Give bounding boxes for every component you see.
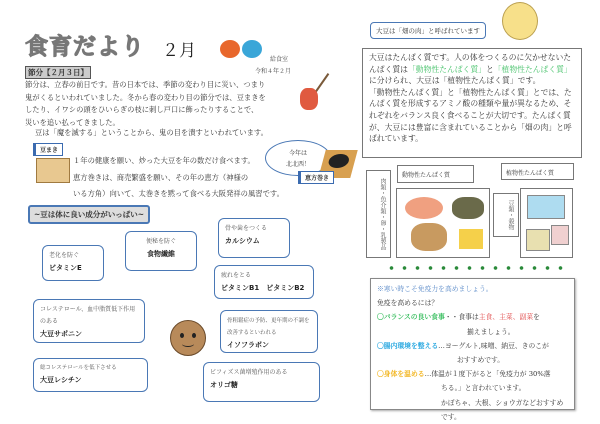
department: 給食室 — [270, 56, 289, 63]
benefit-name: オリゴ糖 — [210, 381, 238, 389]
benefits-heading: ~豆は体に良い成分がいっぱい~ — [28, 205, 150, 224]
benefit-name: イソフラボン — [227, 341, 269, 349]
ehomaki-label: 恵方巻き — [298, 171, 334, 184]
benefit-bubble — [33, 358, 148, 392]
line: １年の健康を願い、炒った大豆を年の数だけ食べます。 — [73, 156, 255, 165]
line: 鬼がくるといわれていました。冬から春の変わり目の節分では、豆まきを — [25, 92, 266, 102]
line: 節分は、立春の前日です。昔の日本では、季節の変わり目に災い、つまり — [25, 80, 266, 89]
benefit-bubble — [220, 310, 318, 353]
setsubun-heading: 節分【２月３日】 — [25, 66, 91, 79]
benefit-bubble — [125, 231, 197, 271]
text: おすすめです。 — [457, 356, 505, 365]
mamemaki-label: 豆まき — [33, 143, 63, 156]
newsletter-title: 食育だより — [25, 34, 145, 60]
plant-protein-label: 植物性たんぱく質 — [501, 163, 574, 180]
animal-food-image — [396, 188, 490, 258]
soybean-mascot — [170, 320, 206, 356]
benefit-name: ビタミンE — [49, 264, 82, 272]
text: です。 — [441, 412, 461, 421]
text: 揃えましょう。 — [467, 327, 515, 336]
tip-heading: 〇バランスの良い食事 — [377, 313, 445, 322]
benefit-desc: ビフィズス菌増殖作用のある — [210, 369, 288, 376]
benefit-desc: 老化を防ぐ — [49, 252, 80, 259]
line: 今年は — [288, 150, 307, 157]
benefit-desc: 骨粗鬆症の予防、更年期の不調を改善するといわれる — [227, 318, 310, 336]
animal-vert-label: 肉類・魚介類・卵・乳製品 — [366, 170, 391, 258]
text: に分けられ、大豆は「植物性たんぱく質」です。 — [369, 76, 541, 86]
immunity-title: ※寒い時こそ免疫力を高めましょう。 — [377, 285, 493, 293]
text: かぼちゃ、大根、ショウガなどおすすめ — [441, 398, 564, 407]
month: ２月 — [162, 41, 196, 61]
bean-box-image — [36, 158, 70, 183]
benefit-desc: 便秘を防ぐ — [145, 238, 176, 245]
benefit-name: 食物繊維 — [147, 250, 175, 258]
text: 「動物性たんぱく質」 — [407, 64, 486, 74]
benefit-desc: 骨や歯をつくる — [225, 225, 268, 232]
setsubun-text — [25, 79, 266, 129]
animal-protein-label: 動物性たんぱく質 — [397, 165, 474, 183]
plant-food-image — [520, 188, 573, 258]
plant-vert-label: 豆類・穀物 — [493, 193, 519, 237]
benefit-name: 大豆レシチン — [40, 376, 82, 384]
line: 恵方巻きは、商売繁盛を願い、その年の恵方（神様の — [73, 172, 249, 182]
benefit-desc: 総コレステロールを低下させる — [40, 365, 117, 371]
oni-illustration — [298, 68, 344, 114]
benefit-desc: コレステロール、血中脂質低下作用のある — [40, 306, 136, 325]
benefit-bubble — [33, 299, 145, 343]
text: 「植物性たんぱく質」 — [493, 64, 572, 74]
benefit-bubble — [214, 265, 314, 299]
line: いる方角）向いて、太巻きを黙って食べる大阪発祥の風習です。 — [73, 189, 284, 198]
mame-line: 豆は「魔を滅する」ということから、鬼の目を潰すといわれています。 — [35, 128, 268, 137]
benefit-name: 大豆サポニン — [40, 330, 82, 338]
text: と — [485, 64, 494, 74]
benefit-bubble — [203, 362, 320, 402]
benefit-name: ビタミンB1 ビタミンB2 — [221, 284, 305, 292]
tip-heading: 〇身体を温める — [377, 370, 425, 379]
text: 主食、主菜、副菜 — [478, 313, 534, 322]
text: ちる。」と言われています。 — [441, 384, 526, 393]
tip-heading: 〇腸内環境を整える — [377, 341, 439, 350]
text: 免疫を高めるには？ — [377, 299, 439, 308]
immunity-box — [370, 278, 575, 421]
protein-text — [362, 48, 582, 158]
hatake-callout: 大豆は「畑の肉」と呼ばれています — [370, 22, 486, 39]
text: ・・食事は — [444, 313, 479, 322]
text: …体温が１度下がると「免疫力が 30%落 — [424, 370, 551, 379]
text: 大豆はたんぱく質です。人の体をつくるのに欠かせないたんぱく質は — [369, 53, 572, 74]
oni-icons — [220, 38, 266, 60]
benefit-desc: 疲れをとる — [221, 272, 252, 279]
benefit-bubble — [218, 218, 290, 258]
line: 災いを追い払ってきました。 — [25, 117, 120, 127]
mamemaki-text — [73, 153, 284, 203]
line: したり、イワシの頭をひいらぎの枝に刺し戸口に飾ったりすることで、 — [25, 105, 259, 115]
line: 北北西！ — [285, 161, 310, 168]
benefit-name: カルシウム — [225, 237, 260, 245]
text: …ヨーグルト,味噌、納豆、きのこが — [438, 341, 549, 350]
date: 令和４年２月 — [255, 68, 292, 75]
text: 「動物性たんぱく質」と「植物性たんぱく質」とでは、たんぱく質を形成するアミノ酸の種類や量が異なるため、それぞれをバランス良く食べることが大切です。たんぱく質が、大豆には豊富に含まれていることから「畑の肉」と呼ばれています。 — [369, 87, 572, 144]
benefit-bubble — [42, 245, 104, 281]
soybean-character — [502, 2, 538, 40]
text: を — [533, 313, 540, 322]
dotted-divider — [385, 266, 570, 270]
